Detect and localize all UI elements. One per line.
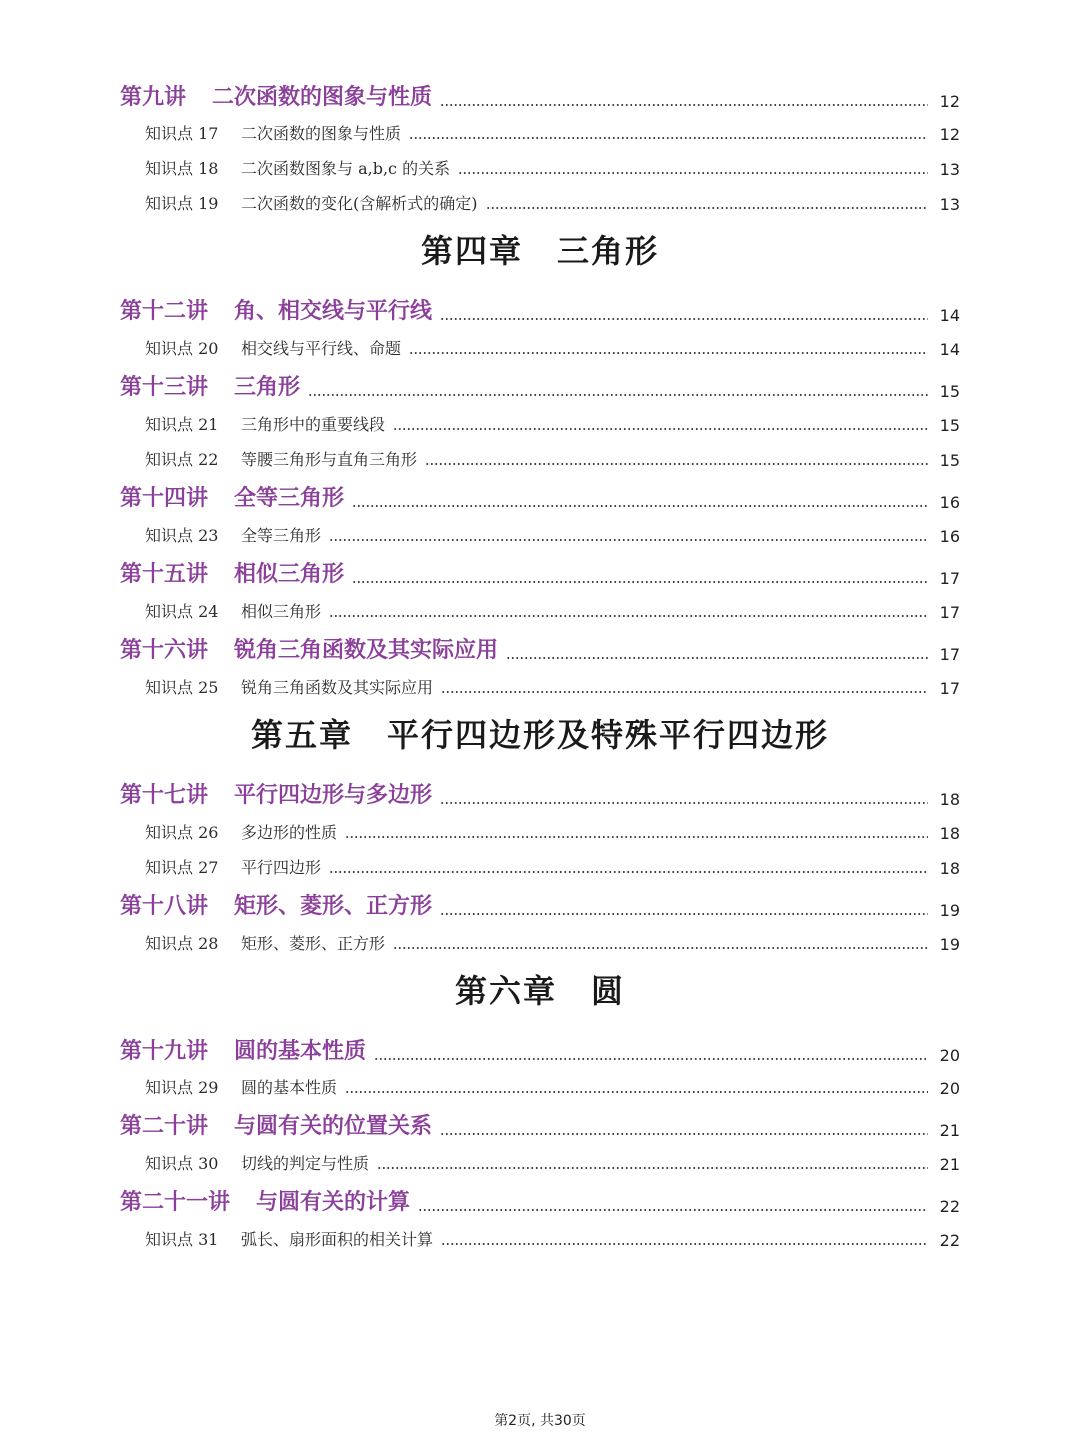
leader-dots (393, 947, 928, 949)
knowledge-point-title: 多边形的性质 (241, 823, 338, 842)
page-number: 14 (939, 306, 960, 325)
knowledge-point-entry[interactable] (145, 601, 960, 623)
page-number: 17 (939, 569, 960, 588)
lecture-entry[interactable] (120, 374, 960, 402)
leader-dots (329, 615, 928, 617)
leader-dots (345, 836, 928, 838)
leader-dots (329, 539, 928, 541)
lecture-entry[interactable] (120, 1113, 960, 1141)
lecture-title: 圆的基本性质 (234, 1039, 367, 1064)
leader-dots (374, 1058, 928, 1060)
lecture-entry[interactable] (120, 1189, 960, 1217)
leader-dots (329, 871, 928, 873)
page-number: 12 (939, 92, 960, 111)
leader-dots (393, 428, 928, 430)
knowledge-point-number: 知识点 31 (145, 1230, 219, 1249)
lecture-number: 第十二讲 (120, 299, 209, 324)
chapter-heading: 第五章 平行四边形及特殊平行四边形 (250, 716, 829, 754)
leader-dots (506, 657, 928, 659)
leader-dots (409, 137, 928, 139)
knowledge-point-entry[interactable] (145, 123, 960, 145)
lecture-number: 第二十一讲 (120, 1190, 231, 1215)
page-number: 18 (939, 824, 960, 843)
knowledge-point-entry[interactable] (145, 933, 960, 955)
knowledge-point-entry[interactable] (145, 1229, 960, 1251)
page-number: 18 (939, 859, 960, 878)
lecture-entry[interactable] (120, 893, 960, 921)
page-number: 15 (939, 382, 960, 401)
leader-dots (425, 463, 928, 465)
page-number: 20 (939, 1079, 960, 1098)
leader-dots (352, 505, 928, 507)
page-number: 17 (939, 603, 960, 622)
lecture-title: 与圆有关的位置关系 (234, 1114, 433, 1139)
knowledge-point-title: 锐角三角函数及其实际应用 (241, 678, 434, 697)
leader-dots (352, 581, 928, 583)
lecture-number: 第十八讲 (120, 894, 209, 919)
page-number: 21 (939, 1121, 960, 1140)
leader-dots (409, 352, 928, 354)
lecture-title: 角、相交线与平行线 (234, 299, 433, 324)
lecture-number: 第十六讲 (120, 638, 209, 663)
knowledge-point-number: 知识点 17 (145, 124, 219, 143)
lecture-title: 全等三角形 (234, 486, 345, 511)
lecture-entry[interactable] (120, 1038, 960, 1066)
lecture-title: 二次函数的图象与性质 (212, 85, 433, 110)
page-number: 12 (939, 125, 960, 144)
knowledge-point-title: 二次函数的变化(含解析式的确定) (241, 194, 478, 213)
knowledge-point-title: 三角形中的重要线段 (241, 415, 386, 434)
lecture-title: 锐角三角函数及其实际应用 (234, 638, 499, 663)
knowledge-point-number: 知识点 28 (145, 934, 219, 953)
page-number: 15 (939, 416, 960, 435)
knowledge-point-number: 知识点 30 (145, 1154, 219, 1173)
knowledge-point-entry[interactable] (145, 414, 960, 436)
knowledge-point-number: 知识点 25 (145, 678, 219, 697)
leader-dots (440, 802, 928, 804)
leader-dots (440, 318, 928, 320)
page-number: 13 (939, 160, 960, 179)
knowledge-point-title: 圆的基本性质 (241, 1078, 338, 1097)
lecture-number: 第十七讲 (120, 783, 209, 808)
knowledge-point-title: 弧长、扇形面积的相关计算 (241, 1230, 434, 1249)
knowledge-point-entry[interactable] (145, 677, 960, 699)
leader-dots (440, 1133, 928, 1135)
lecture-entry[interactable] (120, 298, 960, 326)
lecture-entry[interactable] (120, 637, 960, 665)
lecture-number: 第十九讲 (120, 1039, 209, 1064)
knowledge-point-number: 知识点 26 (145, 823, 219, 842)
lecture-title: 平行四边形与多边形 (234, 783, 433, 808)
page-number: 22 (939, 1197, 960, 1216)
knowledge-point-title: 平行四边形 (241, 858, 322, 877)
leader-dots (486, 207, 929, 209)
page-number: 20 (939, 1046, 960, 1065)
knowledge-point-number: 知识点 20 (145, 339, 219, 358)
knowledge-point-number: 知识点 21 (145, 415, 219, 434)
knowledge-point-number: 知识点 23 (145, 526, 219, 545)
page-number: 22 (939, 1231, 960, 1250)
knowledge-point-entry[interactable] (145, 525, 960, 547)
knowledge-point-number: 知识点 24 (145, 602, 219, 621)
knowledge-point-title: 二次函数图象与 a,b,c 的关系 (241, 159, 451, 178)
knowledge-point-entry[interactable] (145, 1077, 960, 1099)
leader-dots (441, 1243, 928, 1245)
lecture-number: 第十四讲 (120, 486, 209, 511)
lecture-title: 三角形 (234, 375, 301, 400)
page-number: 13 (939, 195, 960, 214)
page-footer: 第2页, 共30页 (494, 1413, 586, 1429)
knowledge-point-entry[interactable] (145, 193, 960, 215)
knowledge-point-entry[interactable] (145, 449, 960, 471)
lecture-number: 第十五讲 (120, 562, 209, 587)
page-number: 17 (939, 679, 960, 698)
lecture-number: 第十三讲 (120, 375, 209, 400)
page-number: 21 (939, 1155, 960, 1174)
lecture-entry[interactable] (120, 485, 960, 513)
leader-dots (308, 394, 928, 396)
knowledge-point-number: 知识点 19 (145, 194, 219, 213)
page-number: 16 (939, 527, 960, 546)
leader-dots (458, 172, 928, 174)
knowledge-point-entry[interactable] (145, 857, 960, 879)
knowledge-point-entry[interactable] (145, 1153, 960, 1175)
knowledge-point-number: 知识点 29 (145, 1078, 219, 1097)
knowledge-point-title: 相似三角形 (241, 602, 322, 621)
page-number: 18 (939, 790, 960, 809)
page-number: 17 (939, 645, 960, 664)
knowledge-point-entry[interactable] (145, 158, 960, 180)
knowledge-point-number: 知识点 22 (145, 450, 219, 469)
chapter-heading: 第六章 圆 (454, 972, 625, 1010)
leader-dots (441, 691, 928, 693)
leader-dots (377, 1167, 928, 1169)
page-number: 19 (939, 935, 960, 954)
lecture-number: 第九讲 (120, 85, 187, 110)
lecture-entry[interactable] (120, 84, 960, 112)
lecture-title: 矩形、菱形、正方形 (234, 894, 433, 919)
leader-dots (440, 913, 928, 915)
knowledge-point-title: 等腰三角形与直角三角形 (241, 450, 418, 469)
page-number: 14 (939, 340, 960, 359)
knowledge-point-entry[interactable] (145, 822, 960, 844)
knowledge-point-title: 切线的判定与性质 (241, 1154, 370, 1173)
knowledge-point-entry[interactable] (145, 338, 960, 360)
knowledge-point-title: 二次函数的图象与性质 (241, 124, 402, 143)
lecture-entry[interactable] (120, 782, 960, 810)
lecture-entry[interactable] (120, 561, 960, 589)
leader-dots (418, 1209, 928, 1211)
lecture-title: 相似三角形 (234, 562, 345, 587)
page-number: 16 (939, 493, 960, 512)
chapter-heading: 第四章 三角形 (420, 232, 659, 270)
knowledge-point-title: 全等三角形 (241, 526, 322, 545)
lecture-title: 与圆有关的计算 (256, 1190, 411, 1215)
leader-dots (345, 1091, 928, 1093)
lecture-number: 第二十讲 (120, 1114, 209, 1139)
knowledge-point-number: 知识点 18 (145, 159, 219, 178)
page-number: 15 (939, 451, 960, 470)
knowledge-point-number: 知识点 27 (145, 858, 219, 877)
knowledge-point-title: 相交线与平行线、命题 (241, 339, 402, 358)
page-number: 19 (939, 901, 960, 920)
leader-dots (440, 104, 928, 106)
knowledge-point-title: 矩形、菱形、正方形 (241, 934, 386, 953)
